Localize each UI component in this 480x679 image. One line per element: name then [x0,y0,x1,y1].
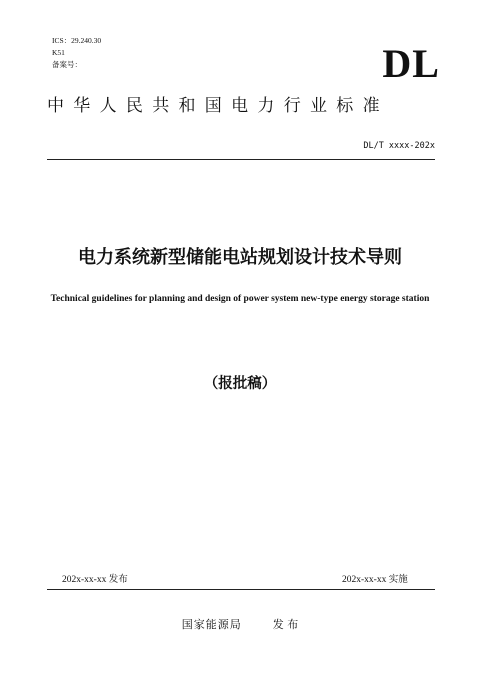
record-number-label: 备案号： [52,60,82,69]
standard-code: DL/T xxxx-202x [363,141,435,151]
issue-label: 发 布 [272,618,299,631]
implement-date: 202x-xx-xx 实施 [342,575,408,585]
footer-divider [47,589,435,590]
document-title-chinese: 电力系统新型储能电站规划设计技术导则 [78,247,402,268]
standard-category-title: 中华人民共和国电力行业标准 [47,96,389,116]
draft-status: （报批稿） [203,376,277,392]
header-divider [47,159,435,160]
ccs-code: K51 [52,48,65,57]
ics-code: ICS：29.240.30 [52,36,102,45]
issuer-name: 国家能源局 [181,618,242,631]
document-title-english: Technical guidelines for planning and design of power system new-type energy storage station [50,294,430,304]
dl-logo: DL [382,41,440,86]
publish-date: 202x-xx-xx 发布 [62,575,128,585]
issuer-line [0,617,480,633]
